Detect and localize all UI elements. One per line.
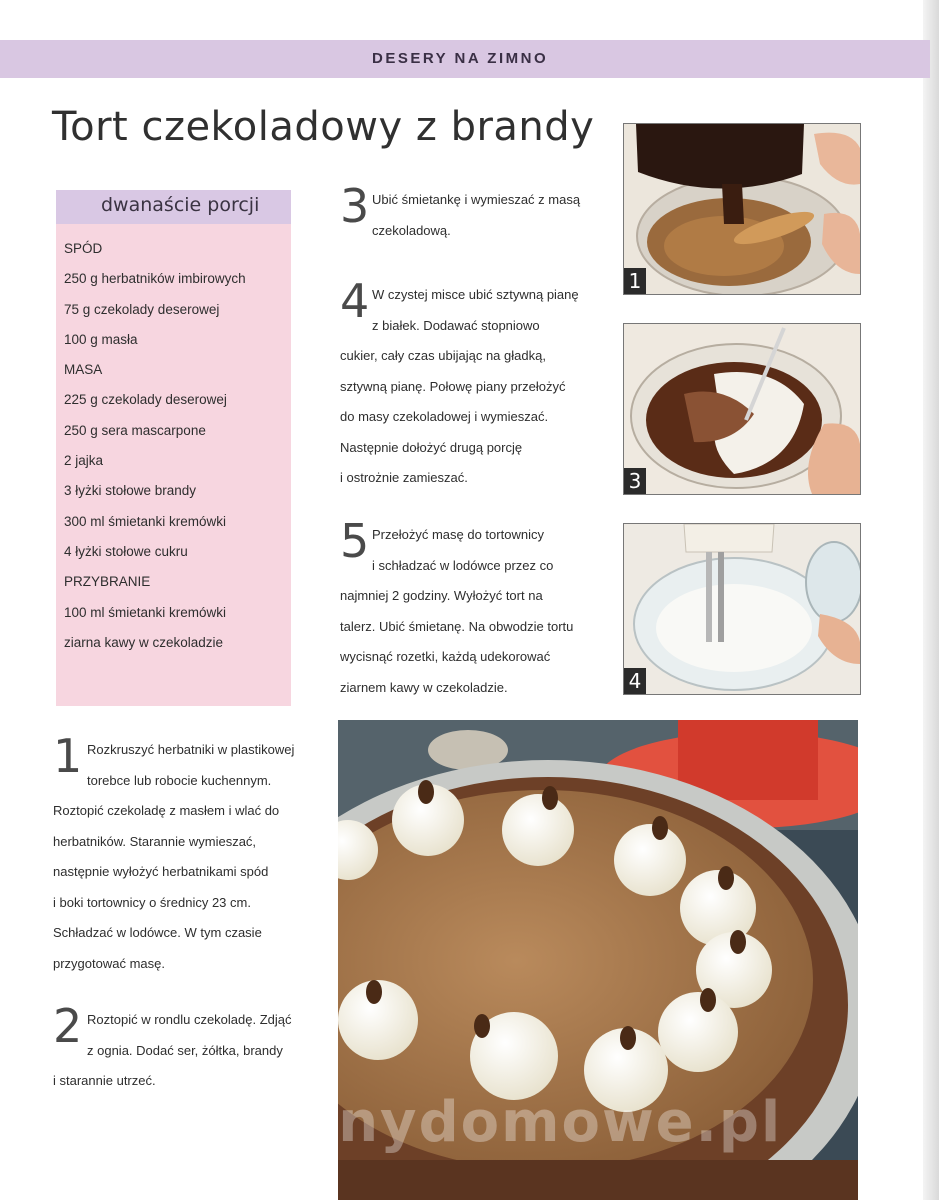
step-number: 5 xyxy=(340,514,370,568)
step-line: Następnie dołożyć drugą porcję xyxy=(340,439,523,455)
step-line: Rozkruszyć herbatniki w plastikowej xyxy=(87,742,295,757)
step-line: następnie wyłożyć herbatnikami spód xyxy=(53,864,269,879)
step-text xyxy=(340,185,610,246)
step-3 xyxy=(340,179,610,246)
step-line: cukier, cały czas ubijając na gładką, xyxy=(340,348,546,363)
step-text xyxy=(340,280,615,494)
step-text xyxy=(340,520,615,703)
ingredient-item: 225 g czekolady deserowej xyxy=(64,392,227,408)
step-line: ziarnem kawy w czekoladzie. xyxy=(340,679,508,695)
step-line: Schładzać w lodówce. W tym czasie xyxy=(53,925,262,940)
step-line: Roztopić w rondlu czekoladę. Zdjąć xyxy=(87,1012,292,1027)
step-number: 4 xyxy=(340,274,370,328)
step-photo-4 xyxy=(623,523,861,695)
ingredient-item: 3 łyżki stołowe brandy xyxy=(64,483,197,499)
step-line: z białek. Dodawać stopniowo xyxy=(372,317,540,333)
ingredient-item: SPÓD xyxy=(64,241,103,256)
step-line: Roztopić czekoladę z masłem i wlać do xyxy=(53,803,280,818)
pouring-chocolate-photo-icon xyxy=(624,124,860,294)
servings-title: dwanaście porcji xyxy=(101,194,260,216)
ingredients-box xyxy=(56,190,291,706)
ingredient-item: 100 ml śmietanki kremówki xyxy=(64,604,227,620)
step-line: czekoladową. xyxy=(372,222,451,238)
ingredient-list xyxy=(64,234,246,658)
step-line: wycisnąć rozetki, każdą udekorować xyxy=(340,649,551,664)
ingredient-item: ziarna kawy w czekoladzie xyxy=(64,634,224,650)
page-title: Tort czekoladowy z brandy xyxy=(52,104,595,150)
ingredient-item: 250 g sera mascarpone xyxy=(64,422,206,438)
step-number: 1 xyxy=(53,729,83,783)
step-4 xyxy=(340,274,615,494)
whisking-egg-whites-photo-icon xyxy=(624,524,860,694)
step-2 xyxy=(53,999,323,1097)
watermark: wedlinydomowe.pl xyxy=(160,1090,783,1155)
step-line: i boki tortownicy o średnicy 23 cm. xyxy=(53,894,251,910)
cake-photo xyxy=(338,720,858,1200)
step-line: W czystej misce ubić sztywną pianę xyxy=(372,287,579,302)
photo-number-badge: 4 xyxy=(624,668,646,694)
step-5 xyxy=(340,514,615,703)
step-line: Ubić śmietankę i wymieszać z masą xyxy=(372,192,581,207)
step-line: herbatników. Starannie wymieszać, xyxy=(53,833,257,849)
step-line: i starannie utrzeć. xyxy=(53,1073,156,1088)
page-edge xyxy=(923,0,939,1200)
ingredient-item: 300 ml śmietanki kremówki xyxy=(64,513,227,529)
ingredient-item: 100 g masła xyxy=(64,331,138,347)
step-line: i schładzać w lodówce przez co xyxy=(372,557,554,573)
section-label: DESERY NA ZIMNO xyxy=(372,50,549,67)
ingredient-item: 4 łyżki stołowe cukru xyxy=(64,543,188,559)
step-line: sztywną pianę. Połowę piany przełożyć xyxy=(340,378,566,394)
ingredient-item: 2 jajka xyxy=(64,453,104,469)
step-photo-1 xyxy=(623,123,861,295)
photo-number-badge: 1 xyxy=(624,268,646,294)
step-number: 3 xyxy=(340,179,370,233)
ingredient-item: 75 g czekolady deserowej xyxy=(64,301,220,317)
step-line: do masy czekoladowej i wymieszać. xyxy=(340,409,549,424)
ingredient-item: MASA xyxy=(64,362,103,378)
photo-number-badge: 3 xyxy=(624,468,646,494)
step-line: z ognia. Dodać ser, żółtka, brandy xyxy=(87,1042,283,1058)
step-1 xyxy=(53,729,323,979)
step-text xyxy=(53,1005,323,1097)
finished-cake-photo-icon xyxy=(338,720,858,1200)
step-line: najmniej 2 godziny. Wyłożyć tort na xyxy=(340,588,543,603)
step-line: przygotować masę. xyxy=(53,955,165,971)
step-photo-3 xyxy=(623,323,861,495)
step-line: i ostrożnie zamieszać. xyxy=(340,470,468,485)
step-line: Przełożyć masę do tortownicy xyxy=(372,527,544,542)
step-text xyxy=(53,735,323,979)
ingredients-header xyxy=(56,190,291,224)
step-number: 2 xyxy=(53,999,83,1053)
step-line: talerz. Ubić śmietanę. Na obwodzie tortu xyxy=(340,618,574,634)
step-line: torebce lub robocie kuchennym. xyxy=(87,772,272,788)
ingredient-item: 250 g herbatników imbirowych xyxy=(64,271,246,287)
ingredient-item: PRZYBRANIE xyxy=(64,574,151,590)
folding-cream-photo-icon xyxy=(624,324,860,494)
